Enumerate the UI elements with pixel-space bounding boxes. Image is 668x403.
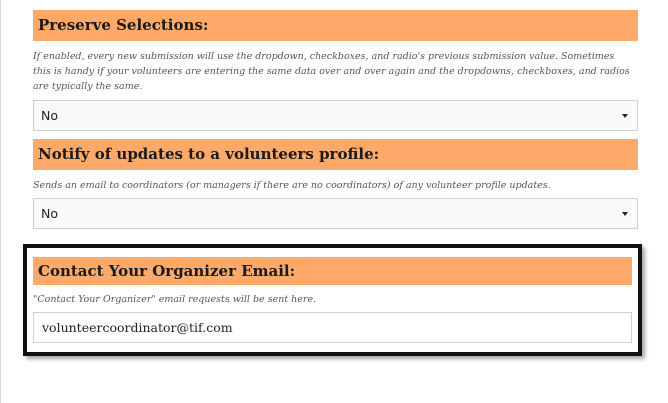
contact-organizer-email-input[interactable] [33,312,632,343]
left-divider [0,0,1,403]
contact-organizer-description: "Contact Your Organizer" email requests will be sent here. [33,294,317,305]
contact-organizer-section [33,257,632,343]
notify-updates-select[interactable] [33,198,638,229]
preserve-selections-value: No [41,108,58,123]
preserve-selections-select[interactable] [33,100,638,131]
chevron-down-icon [622,212,628,216]
preserve-selections-title: Preserve Selections: [33,10,638,41]
notify-updates-section [33,139,638,229]
contact-organizer-highlight [23,244,642,356]
contact-organizer-title: Contact Your Organizer Email: [33,257,632,285]
notify-updates-value: No [41,206,58,221]
preserve-selections-description: If enabled, every new submission will use the dropdown, checkboxes, and radio's previous submission value. Sometimes this is handy if your volunteers are entering the same data over and over again and the dropdowns, checkboxes, and radios are typically the same. [33,51,630,92]
preserve-selections-section [33,10,638,131]
chevron-down-icon [622,114,628,118]
notify-updates-description: Sends an email to coordinators (or managers if there are no coordinators) of any volunteer profile updates. [33,180,551,191]
notify-updates-title: Notify of updates to a volunteers profile: [33,139,638,170]
contact-organizer-email-value: volunteercoordinator@tif.com [42,320,233,335]
